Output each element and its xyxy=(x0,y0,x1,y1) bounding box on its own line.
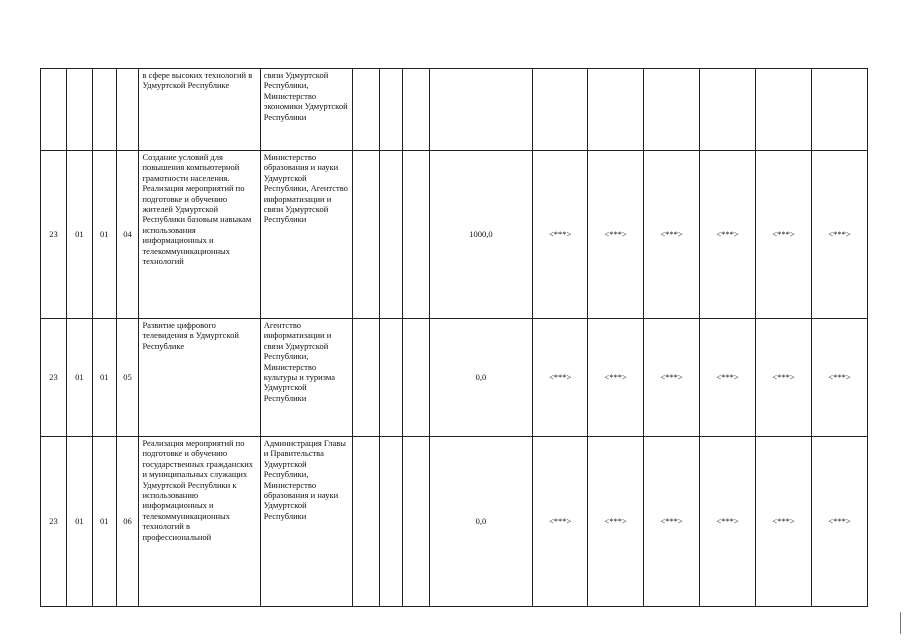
year-value-cell: <***> xyxy=(811,151,867,319)
code-m: 06 xyxy=(116,437,139,607)
code-sp: 01 xyxy=(66,151,92,319)
code-om xyxy=(92,69,116,151)
empty-cell xyxy=(379,151,402,319)
activity-name: в сфере высоких технологий в Удмуртской Республике xyxy=(139,69,260,151)
empty-cell xyxy=(352,69,379,151)
responsible-executor: Агентство информатизации и связи Удмуртской Республики, Министерство культуры и туризма Удмуртской Республики xyxy=(260,319,352,437)
funding-amount: 0,0 xyxy=(429,319,533,437)
year-value-cell: <***> xyxy=(700,319,756,437)
code-gp: 23 xyxy=(41,151,67,319)
scan-edge-mark xyxy=(900,612,901,634)
year-value-cell xyxy=(755,69,811,151)
activity-name: Реализация мероприятий по подготовке и обучению государственных гражданских и муниципальных служащих Удмуртской Республики к использованию информационных и телекоммуникационных технологий в профессиональной xyxy=(139,437,260,607)
code-om: 01 xyxy=(92,319,116,437)
funding-amount: 0,0 xyxy=(429,437,533,607)
year-value-cell xyxy=(533,69,588,151)
year-value-cell: <***> xyxy=(644,151,700,319)
empty-cell xyxy=(402,437,429,607)
code-om: 01 xyxy=(92,151,116,319)
year-value-cell xyxy=(811,69,867,151)
year-value-cell: <***> xyxy=(811,319,867,437)
code-gp xyxy=(41,69,67,151)
year-value-cell: <***> xyxy=(755,319,811,437)
table-row xyxy=(41,437,868,607)
code-gp: 23 xyxy=(41,319,67,437)
funding-amount xyxy=(429,69,533,151)
year-value-cell xyxy=(700,69,756,151)
year-value-cell xyxy=(644,69,700,151)
year-value-cell: <***> xyxy=(533,319,588,437)
year-value-cell: <***> xyxy=(755,151,811,319)
activity-name: Создание условий для повышения компьютерной грамотности населения. Реализация мероприятий по подготовке и обучению жителей Удмуртской Республики базовым навыкам использования информационных и телекоммуникационных технологий xyxy=(139,151,260,319)
table-row xyxy=(41,69,868,151)
code-sp: 01 xyxy=(66,437,92,607)
year-value-cell: <***> xyxy=(700,151,756,319)
empty-cell xyxy=(379,437,402,607)
responsible-executor: Министерство образования и науки Удмуртской Республики, Агентство информатизации и связи Удмуртской Республики xyxy=(260,151,352,319)
code-m xyxy=(116,69,139,151)
code-sp: 01 xyxy=(66,319,92,437)
funding-amount: 1000,0 xyxy=(429,151,533,319)
table-row xyxy=(41,151,868,319)
year-value-cell: <***> xyxy=(700,437,756,607)
program-table xyxy=(40,68,868,607)
empty-cell xyxy=(352,437,379,607)
code-m: 04 xyxy=(116,151,139,319)
empty-cell xyxy=(379,69,402,151)
table-row xyxy=(41,319,868,437)
code-gp: 23 xyxy=(41,437,67,607)
activity-name: Развитие цифрового телевидения в Удмуртской Республике xyxy=(139,319,260,437)
year-value-cell xyxy=(588,69,644,151)
year-value-cell: <***> xyxy=(588,319,644,437)
year-value-cell: <***> xyxy=(533,151,588,319)
empty-cell xyxy=(352,319,379,437)
code-sp xyxy=(66,69,92,151)
year-value-cell: <***> xyxy=(588,437,644,607)
year-value-cell: <***> xyxy=(588,151,644,319)
year-value-cell: <***> xyxy=(811,437,867,607)
empty-cell xyxy=(402,69,429,151)
empty-cell xyxy=(402,151,429,319)
empty-cell xyxy=(402,319,429,437)
responsible-executor: связи Удмуртской Республики, Министерство экономики Удмуртской Республики xyxy=(260,69,352,151)
year-value-cell: <***> xyxy=(755,437,811,607)
year-value-cell: <***> xyxy=(533,437,588,607)
code-om: 01 xyxy=(92,437,116,607)
empty-cell xyxy=(379,319,402,437)
year-value-cell: <***> xyxy=(644,319,700,437)
year-value-cell: <***> xyxy=(644,437,700,607)
code-m: 05 xyxy=(116,319,139,437)
empty-cell xyxy=(352,151,379,319)
responsible-executor: Администрация Главы и Правительства Удмуртской Республики, Министерство образования и науки Удмуртской Республики xyxy=(260,437,352,607)
